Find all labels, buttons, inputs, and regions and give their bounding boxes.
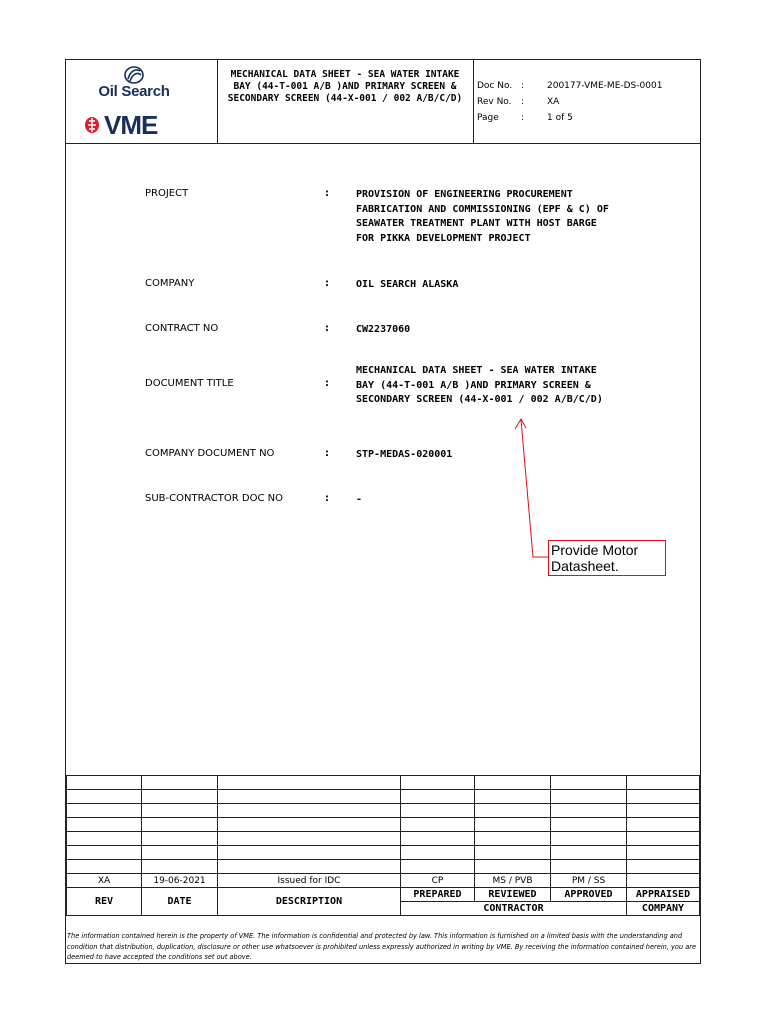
date-cell: 19-06-2021 bbox=[142, 874, 218, 888]
table-row bbox=[67, 818, 700, 832]
field-label: PROJECT bbox=[145, 188, 189, 199]
field-value: - bbox=[356, 494, 363, 505]
doc-no-value: 200177-VME-ME-DS-0001 bbox=[547, 81, 663, 91]
appraised-cell bbox=[627, 874, 700, 888]
review-comment-line: Datasheet. bbox=[551, 558, 619, 574]
field-contract-no: CONTRACT NO : CW2237060 bbox=[145, 323, 618, 338]
table-row bbox=[67, 832, 700, 846]
header-divider bbox=[66, 143, 700, 144]
oil-search-emblem-icon bbox=[123, 66, 145, 84]
rev-header: REV bbox=[67, 888, 142, 916]
vme-logo bbox=[84, 112, 157, 138]
rev-no-value: XA bbox=[547, 97, 560, 107]
date-header: DATE bbox=[142, 888, 218, 916]
revision-table bbox=[66, 775, 700, 916]
table-row bbox=[67, 860, 700, 874]
field-project: PROJECT : PROVISION OF ENGINEERING PROCUREMENT FABRICATION AND COMMISSIONING (EPF & C) OF SEAWATER TREATMENT PLANT WITH HOST BARGE FOR PIKKA DEVELOPMENT PROJECT bbox=[145, 188, 618, 246]
field-document-title: DOCUMENT TITLE : MECHANICAL DATA SHEET - SEA WATER INTAKE BAY (44-T-001 A/B )AND PRIMARY SCREEN & SECONDARY SCREEN (44-X-001 / 002 A/B/C/D) bbox=[145, 364, 618, 408]
field-label: DOCUMENT TITLE bbox=[145, 378, 234, 389]
table-row bbox=[67, 790, 700, 804]
header-document-title: MECHANICAL DATA SHEET - SEA WATER INTAKE BAY (44-T-001 A/B )AND PRIMARY SCREEN & SECONDARY SCREEN (44-X-001 / 002 A/B/C/D) bbox=[227, 69, 463, 104]
description-header: DESCRIPTION bbox=[218, 888, 401, 916]
page-label: Page bbox=[477, 113, 499, 123]
field-subcontractor-doc-no: SUB-CONTRACTOR DOC NO : - bbox=[145, 493, 618, 508]
review-comment-box bbox=[548, 540, 666, 576]
company-header: COMPANY bbox=[627, 902, 700, 916]
revision-header-row bbox=[67, 888, 700, 902]
field-label: COMPANY bbox=[145, 278, 195, 289]
field-company-document-no: COMPANY DOCUMENT NO : STP-MEDAS-020001 bbox=[145, 448, 618, 463]
prepared-header: PREPARED bbox=[401, 888, 475, 902]
page-value: 1 of 5 bbox=[547, 113, 573, 123]
oil-search-logo bbox=[94, 66, 174, 100]
appraised-header: APPRAISED bbox=[627, 888, 700, 902]
field-label: CONTRACT NO bbox=[145, 323, 219, 334]
table-row bbox=[67, 804, 700, 818]
contractor-header: CONTRACTOR bbox=[401, 902, 627, 916]
field-value: OIL SEARCH ALASKA bbox=[356, 279, 459, 290]
review-comment-line: Provide Motor bbox=[551, 542, 639, 558]
header-divider bbox=[473, 60, 474, 143]
doc-no-label: Doc No. bbox=[477, 81, 513, 91]
confidentiality-disclaimer: The information contained herein is the property of VME. The information is confidential and protected by law. This information is furnished on a limited basis with the understanding and condition that distribution, duplication, disclosure or other use whatsoever is prohibited unless expressly authorized in writing by VME. By receiving the information contained herein, you are deemed to have accepted the conditions set out above. bbox=[67, 932, 697, 961]
document-meta: Doc No. : 200177-VME-ME-DS-0001 Rev No. : XA Page : 1 of 5 bbox=[477, 78, 662, 126]
field-label: COMPANY DOCUMENT NO bbox=[145, 448, 275, 459]
field-label: SUB-CONTRACTOR DOC NO bbox=[145, 493, 283, 504]
field-value: STP-MEDAS-020001 bbox=[356, 449, 453, 460]
field-value: PROVISION OF ENGINEERING PROCUREMENT FABRICATION AND COMMISSIONING (EPF & C) OF SEAWATER TREATMENT PLANT WITH HOST BARGE FOR PIKKA DEVELOPMENT PROJECT bbox=[356, 189, 609, 244]
oil-search-logo-text: Oil Search bbox=[98, 83, 170, 100]
field-company: COMPANY : OIL SEARCH ALASKA bbox=[145, 278, 618, 293]
approved-header: APPROVED bbox=[551, 888, 627, 902]
reviewed-cell: MS / PVB bbox=[475, 874, 551, 888]
approved-cell: PM / SS bbox=[551, 874, 627, 888]
vme-emblem-icon bbox=[84, 116, 100, 134]
field-value: MECHANICAL DATA SHEET - SEA WATER INTAKE BAY (44-T-001 A/B )AND PRIMARY SCREEN & SECONDARY SCREEN (44-X-001 / 002 A/B/C/D) bbox=[356, 365, 603, 405]
header-divider bbox=[217, 60, 218, 143]
document-frame bbox=[65, 59, 701, 964]
reviewed-header: REVIEWED bbox=[475, 888, 551, 902]
table-row bbox=[67, 776, 700, 790]
vme-logo-text: VME bbox=[104, 110, 158, 140]
description-cell: Issued for IDC bbox=[218, 874, 401, 888]
revision-entry-row bbox=[67, 874, 700, 888]
field-value: CW2237060 bbox=[356, 324, 411, 335]
prepared-cell: CP bbox=[401, 874, 475, 888]
table-row bbox=[67, 846, 700, 860]
rev-cell: XA bbox=[67, 874, 142, 888]
rev-no-label: Rev No. bbox=[477, 97, 512, 107]
